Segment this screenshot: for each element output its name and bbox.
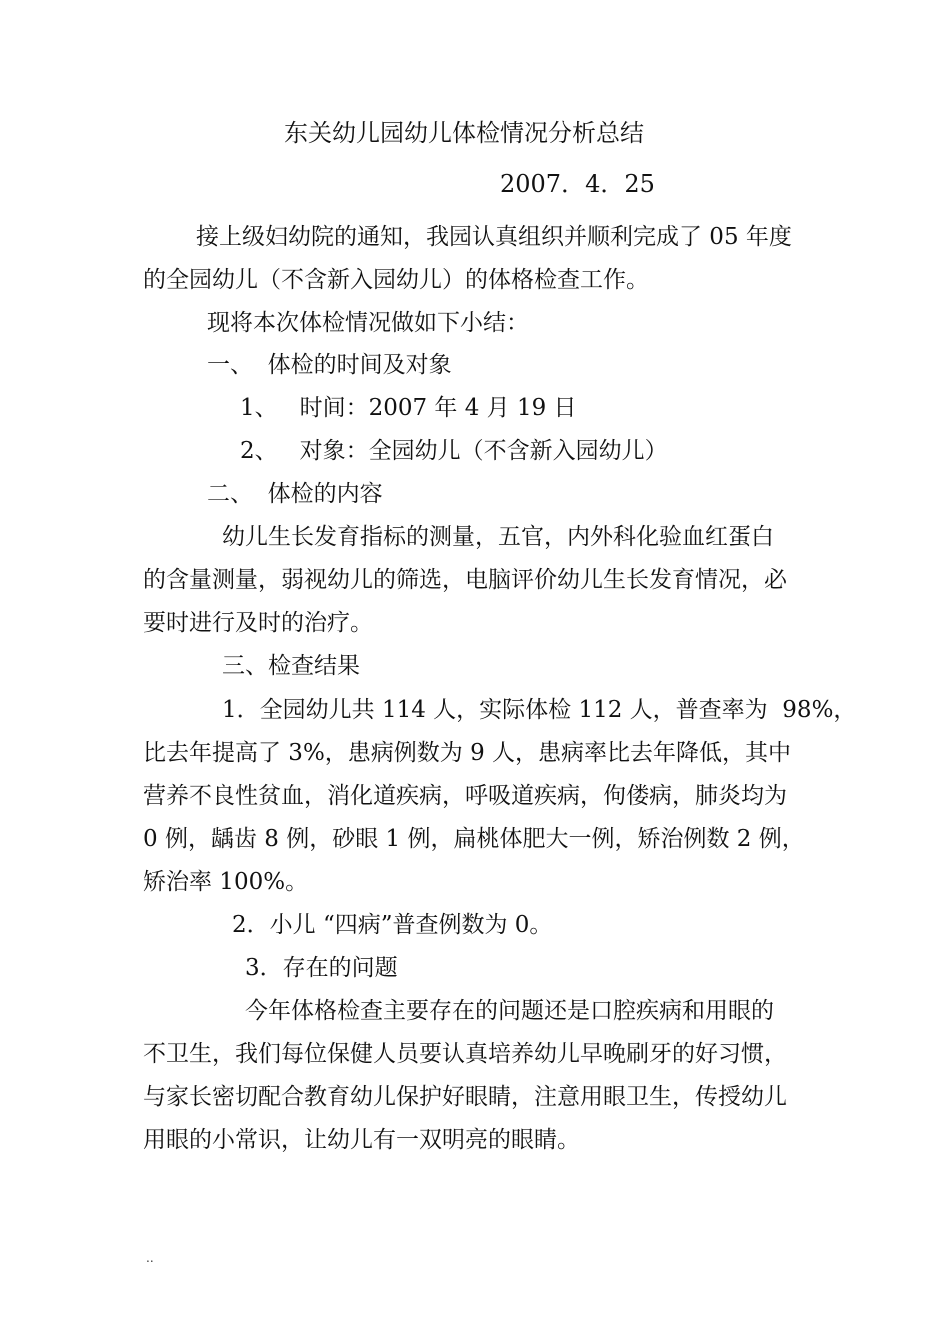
section-1-target: 2、 对象：全园幼儿（不含新入园幼儿）	[240, 438, 668, 464]
summary-intro: 现将本次体检情况做如下小结：	[207, 310, 529, 336]
problem-line-1: 今年体格检查主要存在的问题还是口腔疾病和用眼的	[245, 998, 774, 1024]
document-title: 东关幼儿园幼儿体检情况分析总结	[284, 119, 644, 147]
result-1-line-1: 1．全园幼儿共 114 人，实际体检 112 人，普查率为 98%，	[222, 697, 857, 723]
section-3-heading: 三、检查结果	[222, 653, 360, 679]
section-2-line-2: 的含量测量，弱视幼儿的筛选，电脑评价幼儿生长发育情况，必	[143, 567, 787, 593]
document-date: 2007．4．25	[500, 170, 655, 198]
section-2-heading: 二、 体检的内容	[207, 481, 383, 507]
result-3-heading: 3．存在的问题	[245, 955, 398, 981]
result-1-line-2: 比去年提高了 3%，患病例数为 9 人，患病率比去年降低，其中	[143, 740, 792, 766]
problem-line-2: 不卫生，我们每位保健人员要认真培养幼儿早晚刷牙的好习惯，	[143, 1041, 787, 1067]
result-1-line-3: 营养不良性贫血，消化道疾病，呼吸道疾病，佝偻病，肺炎均为	[143, 783, 787, 809]
section-2-line-1: 幼儿生长发育指标的测量，五官，内外科化验血红蛋白	[222, 524, 774, 550]
problem-line-4: 用眼的小常识，让幼儿有一双明亮的眼睛。	[143, 1127, 580, 1153]
section-2-line-3: 要时进行及时的治疗。	[143, 610, 373, 636]
footer-mark: ..	[146, 1251, 154, 1265]
section-1-heading: 一、 体检的时间及对象	[207, 352, 452, 378]
result-2: 2．小儿 “四病”普查例数为 0。	[232, 912, 553, 938]
intro-line-2: 的全园幼儿（不含新入园幼儿）的体格检查工作。	[143, 267, 649, 293]
result-1-line-4: 0 例，龋齿 8 例，砂眼 1 例，扁桃体肥大一例，矫治例数 2 例，	[143, 826, 805, 852]
intro-line-1: 接上级妇幼院的通知，我园认真组织并顺利完成了 05 年度	[196, 224, 792, 250]
section-1-time: 1、 时间：2007 年 4 月 19 日	[240, 395, 577, 421]
result-1-line-5: 矫治率 100%。	[143, 869, 309, 895]
problem-line-3: 与家长密切配合教育幼儿保护好眼睛，注意用眼卫生，传授幼儿	[143, 1084, 787, 1110]
